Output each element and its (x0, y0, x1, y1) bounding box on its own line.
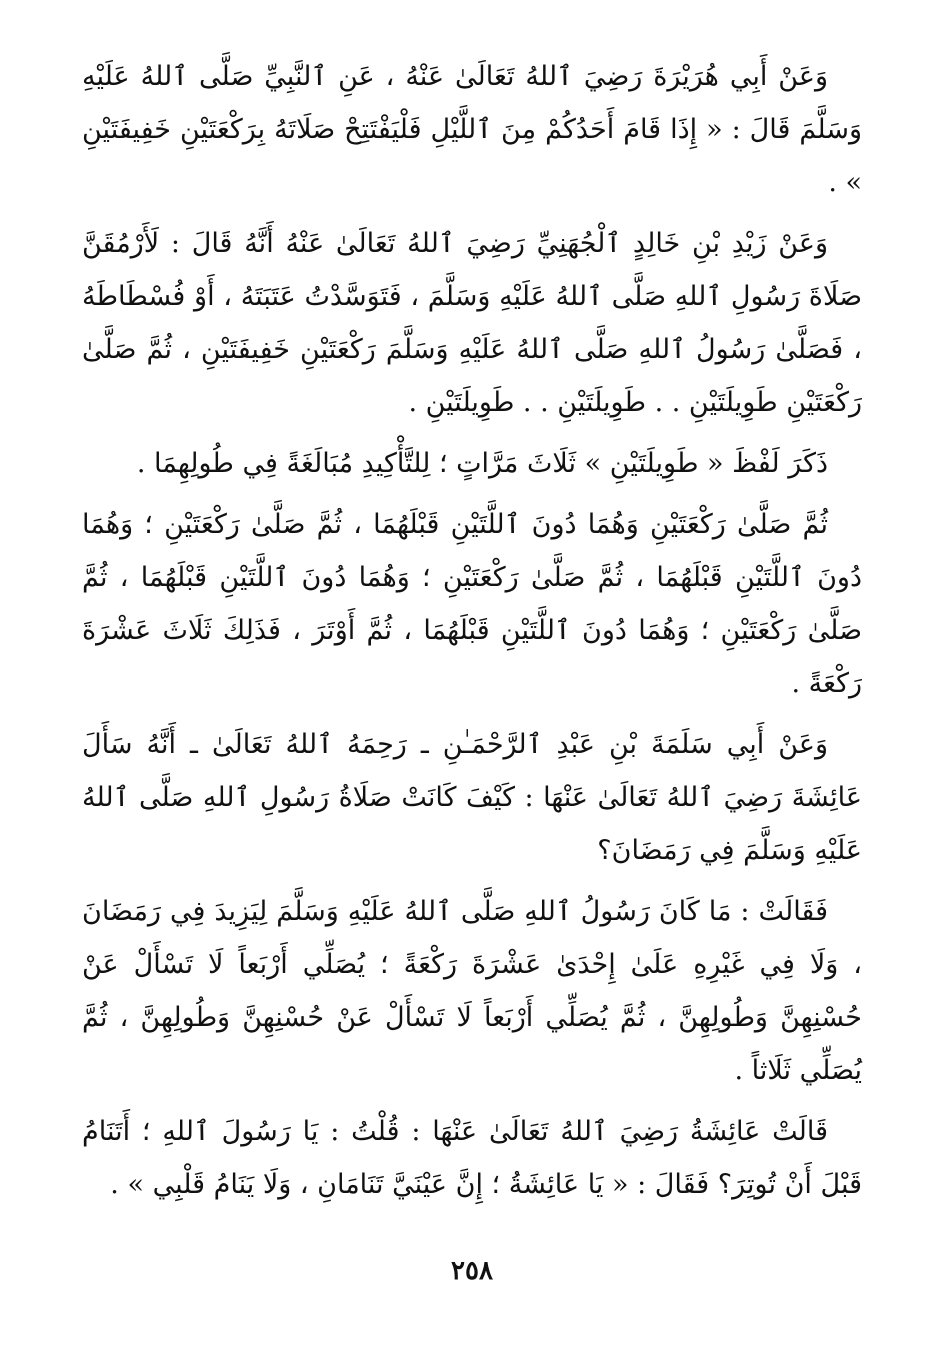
paragraph-zayd-ibn-khalid: وَعَنْ زَيْدِ بْنِ خَالِدٍ ٱلْجُهَنِيِّ رَضِيَ ٱللهُ تَعَالَىٰ عَنْهُ أَنَّهُ قَالَ : لَأَرْمُقَنَّ صَلَاةَ رَسُولِ ٱللهِ صَلَّى ٱللهُ عَلَيْهِ وَسَلَّمَ ، فَتَوَسَّدْتُ عَتَبَتَهُ ، أَوْ فُسْطَاطَهُ ، فَصَلَّىٰ رَسُولُ ٱللهِ صَلَّى ٱللهُ عَلَيْهِ وَسَلَّمَ رَكْعَتَيْنِ خَفِيفَتَيْنِ ، ثُمَّ صَلَّىٰ رَكْعَتَيْنِ طَوِيلَتَيْنِ . . طَوِيلَتَيْنِ . . طَوِيلَتَيْنِ . (82, 228, 862, 418)
page-number: ٢٥٨ (451, 1256, 493, 1286)
paragraph-aisha-answer: فَقَالَتْ : مَا كَانَ رَسُولُ ٱللهِ صَلَّى ٱللهُ عَلَيْهِ وَسَلَّمَ لِيَزِيدَ فِي رَمَضَانَ ، وَلَا فِي غَيْرِهِ عَلَىٰ إِحْدَىٰ عَشْرَةَ رَكْعَةً ؛ يُصَلِّي أَرْبَعاً لَا تَسْأَلْ عَنْ حُسْنِهِنَّ وَطُولِهِنَّ ، ثُمَّ يُصَلِّي أَرْبَعاً لَا تَسْأَلْ عَنْ حُسْنِهِنَّ وَطُولِهِنَّ ، ثُمَّ يُصَلِّي ثَلَاثاً . (82, 896, 862, 1086)
paragraph-abu-salamah-question: وَعَنْ أَبِي سَلَمَةَ بْنِ عَبْدِ ٱلرَّحْمَـٰنِ ـ رَحِمَهُ ٱللهُ تَعَالَىٰ ـ أَنَّهُ سَأَلَ عَائِشَةَ رَضِيَ ٱللهُ تَعَالَىٰ عَنْهَا : كَيْفَ كَانَتْ صَلَاةُ رَسُولِ ٱللهِ صَلَّى ٱللهُ عَلَيْهِ وَسَلَّمَ فِي رَمَضَانَ؟ (82, 729, 862, 866)
paragraph-rakat-sequence: ثُمَّ صَلَّىٰ رَكْعَتَيْنِ وَهُمَا دُونَ ٱللَّتَيْنِ قَبْلَهُمَا ، ثُمَّ صَلَّىٰ رَكْعَتَيْنِ ؛ وَهُمَا دُونَ ٱللَّتَيْنِ قَبْلَهُمَا ، ثُمَّ صَلَّىٰ رَكْعَتَيْنِ ؛ وَهُمَا دُونَ ٱللَّتَيْنِ قَبْلَهُمَا ، ثُمَّ صَلَّىٰ رَكْعَتَيْنِ ؛ وَهُمَا دُونَ ٱللَّتَيْنِ قَبْلَهُمَا ، ثُمَّ أَوْتَرَ ، فَذَلِكَ ثَلَاثَ عَشْرَةَ رَكْعَةً . (82, 509, 862, 699)
paragraph-aisha-sleep: قَالَتْ عَائِشَةُ رَضِيَ ٱللهُ تَعَالَىٰ عَنْهَا : قُلْتُ : يَا رَسُولَ ٱللهِ ؛ أَتَنَامُ قَبْلَ أَنْ تُوتِرَ؟ فَقَالَ : « يَا عَائِشَةُ ؛ إِنَّ عَيْنَيَّ تَنَامَانِ ، وَلَا يَنَامُ قَلْبِي » . (82, 1116, 862, 1200)
paragraph-commentary-repetition: ذَكَرَ لَفْظَ « طَوِيلَتَيْنِ » ثَلَاثَ مَرَّاتٍ ؛ لِلتَّأْكِيدِ مُبَالَغَةً فِي طُولِهِمَا . (136, 448, 828, 479)
paragraph-abu-hurayrah: وَعَنْ أَبِي هُرَيْرَةَ رَضِيَ ٱللهُ تَعَالَىٰ عَنْهُ ، عَنِ ٱلنَّبِيِّ صَلَّى ٱللهُ عَلَيْهِ وَسَلَّمَ قَالَ : « إِذَا قَامَ أَحَدُكُمْ مِنَ ٱللَّيْلِ فَلْيَفْتَتِحْ صَلَاتَهُ بِرَكْعَتَيْنِ خَفِيفَتَيْنِ » . (82, 61, 862, 198)
